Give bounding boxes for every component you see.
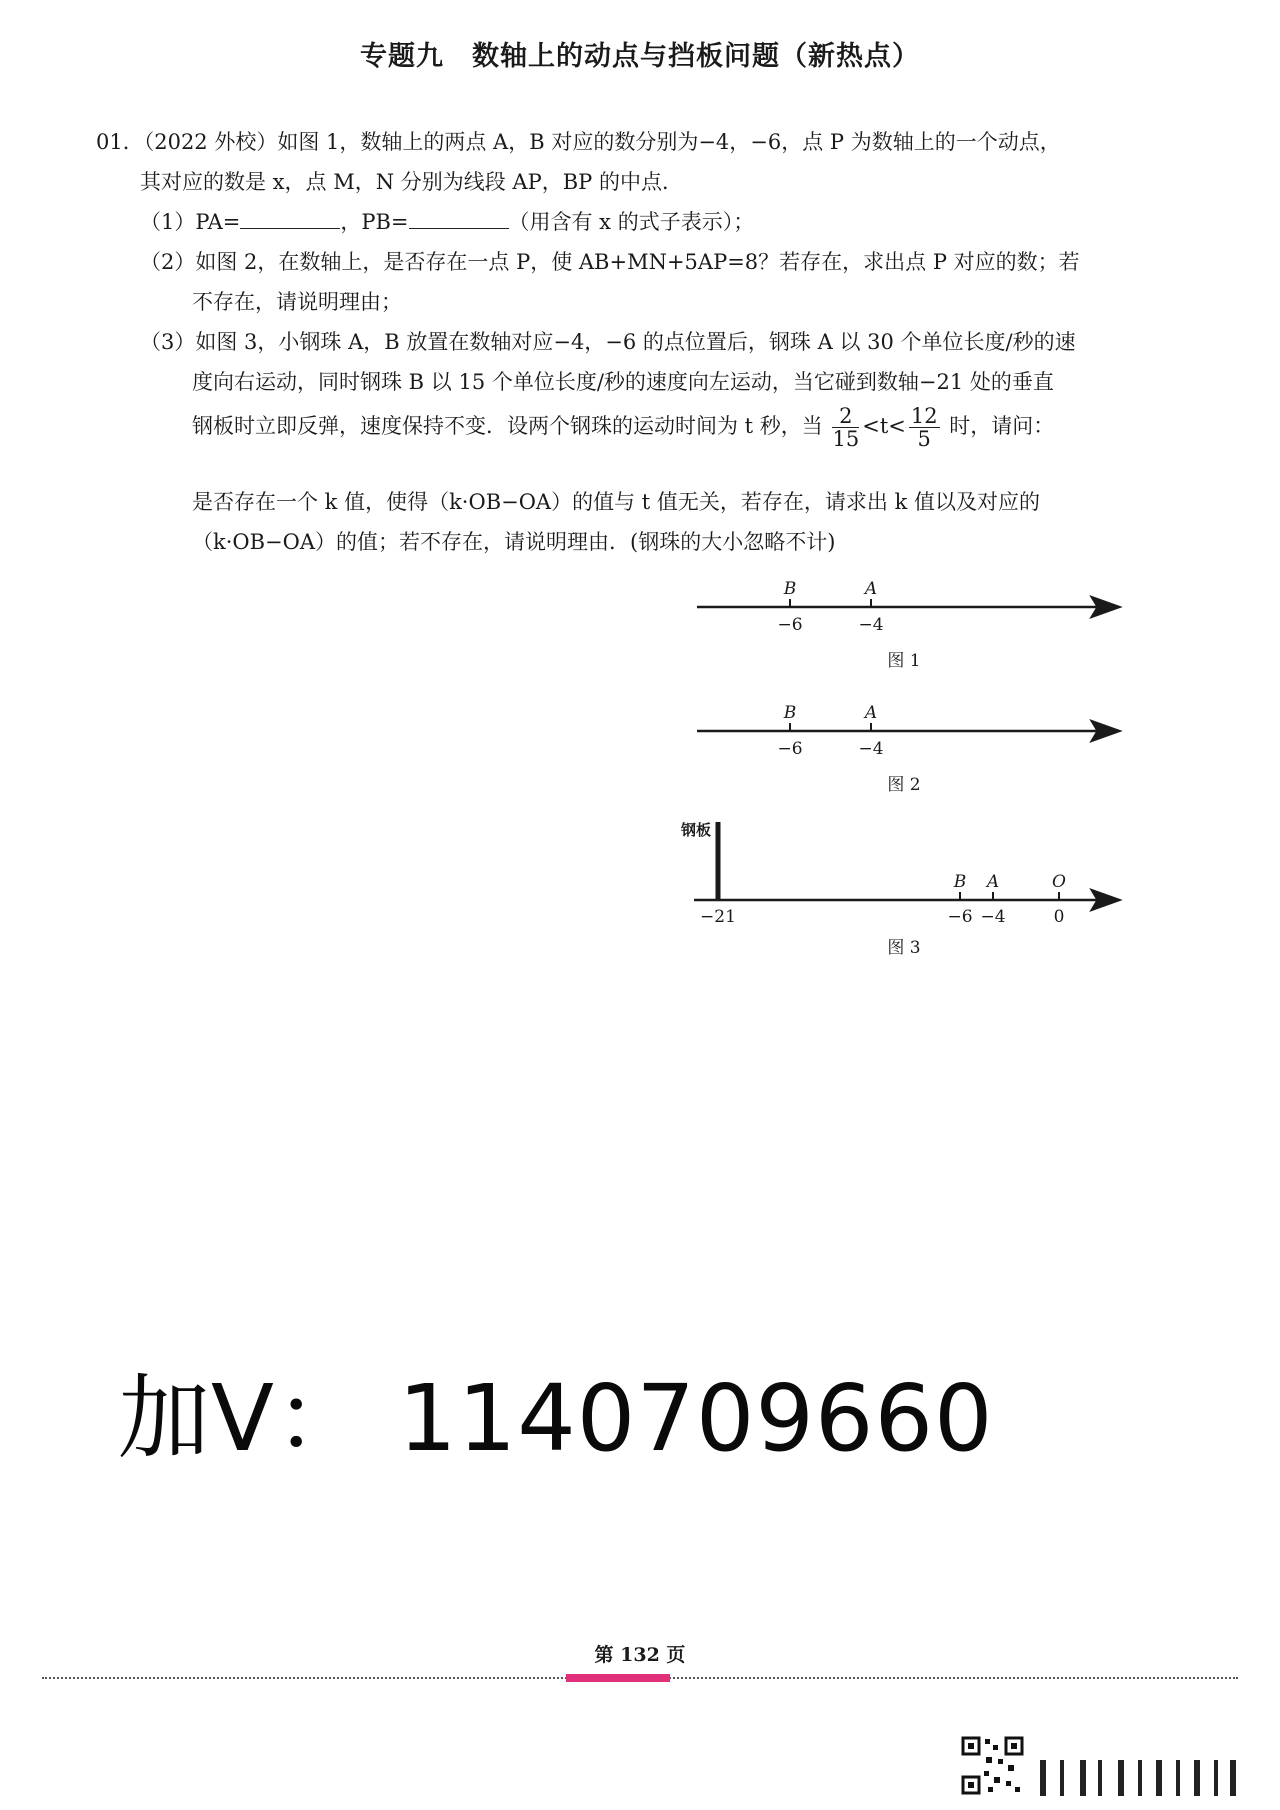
tick-label-b: −6 bbox=[947, 907, 973, 927]
question-1-hint: （用含有 x 的式子表示）； bbox=[508, 210, 755, 234]
question-3-line-2: 度向右运动，同时钢珠 B 以 15 个单位长度/秒的速度向左运动，当它碰到数轴−21 处的垂直 bbox=[192, 370, 1054, 394]
fraction-denominator: 5 bbox=[917, 427, 931, 451]
inequality: <t< bbox=[862, 414, 906, 438]
label-b: B bbox=[783, 579, 797, 599]
tick-label-b: −6 bbox=[777, 739, 803, 759]
fraction-numerator: 2 bbox=[832, 405, 859, 428]
tick-label-a: −4 bbox=[858, 739, 884, 759]
question-3-line-5: （k·OB−OA）的值；若不存在，请说明理由．(钢珠的大小忽略不计) bbox=[192, 530, 836, 554]
label-o: O bbox=[1052, 872, 1066, 892]
barcode-icon bbox=[1040, 1760, 1240, 1796]
contact-watermark: 加V： 1140709660 bbox=[118, 1365, 994, 1472]
figure-2-number-line bbox=[697, 703, 1118, 795]
question-3-line-3-text: 钢板时立即反弹，速度保持不变．设两个钢珠的运动时间为 t 秒，当 bbox=[192, 414, 823, 438]
label-b: B bbox=[953, 872, 967, 892]
steel-board-label: 钢板 bbox=[680, 821, 712, 839]
problem-intro-line-1: 01．（2022 外校）如图 1，数轴上的两点 A，B 对应的数分别为−4，−6，点 P 为数轴上的一个动点， bbox=[96, 130, 1061, 154]
qr-code-icon bbox=[960, 1735, 1026, 1797]
question-2-line-2: 不存在，请说明理由； bbox=[192, 290, 402, 314]
figure-3-number-line bbox=[680, 821, 1118, 958]
figure-3-caption: 图 3 bbox=[887, 938, 921, 958]
label-a: A bbox=[864, 703, 878, 723]
label-a: A bbox=[864, 579, 878, 599]
question-3-line-4: 是否存在一个 k 值，使得（k·OB−OA）的值与 t 值无关，若存在，请求出 k 值以及对应的 bbox=[192, 490, 1040, 514]
tick-label-o: 0 bbox=[1053, 907, 1065, 927]
question-1-pb: ，PB= bbox=[340, 210, 409, 234]
tick-label-a: −4 bbox=[980, 907, 1006, 927]
footer-accent-bar bbox=[566, 1674, 670, 1682]
fraction-numerator: 12 bbox=[910, 404, 938, 428]
page-title: 专题九 数轴上的动点与挡板问题（新热点） bbox=[360, 41, 920, 72]
fraction-denominator: 15 bbox=[832, 427, 860, 451]
question-3-line-3-end: 时，请问： bbox=[949, 414, 1055, 438]
tick-label-a: −4 bbox=[858, 615, 884, 635]
question-3-line-1: （3）如图 3，小钢珠 A，B 放置在数轴对应−4，−6 的点位置后，钢珠 A 以 30 个单位长度/秒的速 bbox=[140, 330, 1076, 354]
tick-label-b: −6 bbox=[777, 615, 803, 635]
problem-intro-line-2: 其对应的数是 x，点 M，N 分别为线段 AP，BP 的中点． bbox=[140, 170, 683, 194]
figure-2-caption: 图 2 bbox=[887, 775, 921, 795]
page-number: 第 132 页 bbox=[594, 1644, 686, 1666]
label-b: B bbox=[783, 703, 797, 723]
figure-1-number-line bbox=[697, 579, 1118, 671]
tick-label-board: −21 bbox=[700, 907, 736, 927]
figure-1-caption: 图 1 bbox=[887, 651, 921, 671]
label-a: A bbox=[986, 872, 1000, 892]
question-1-pa: （1）PA= bbox=[140, 210, 241, 234]
question-2-line-1: （2）如图 2，在数轴上，是否存在一点 P，使 AB+MN+5AP=8？若存在，求出点 P 对应的数；若 bbox=[140, 250, 1080, 274]
